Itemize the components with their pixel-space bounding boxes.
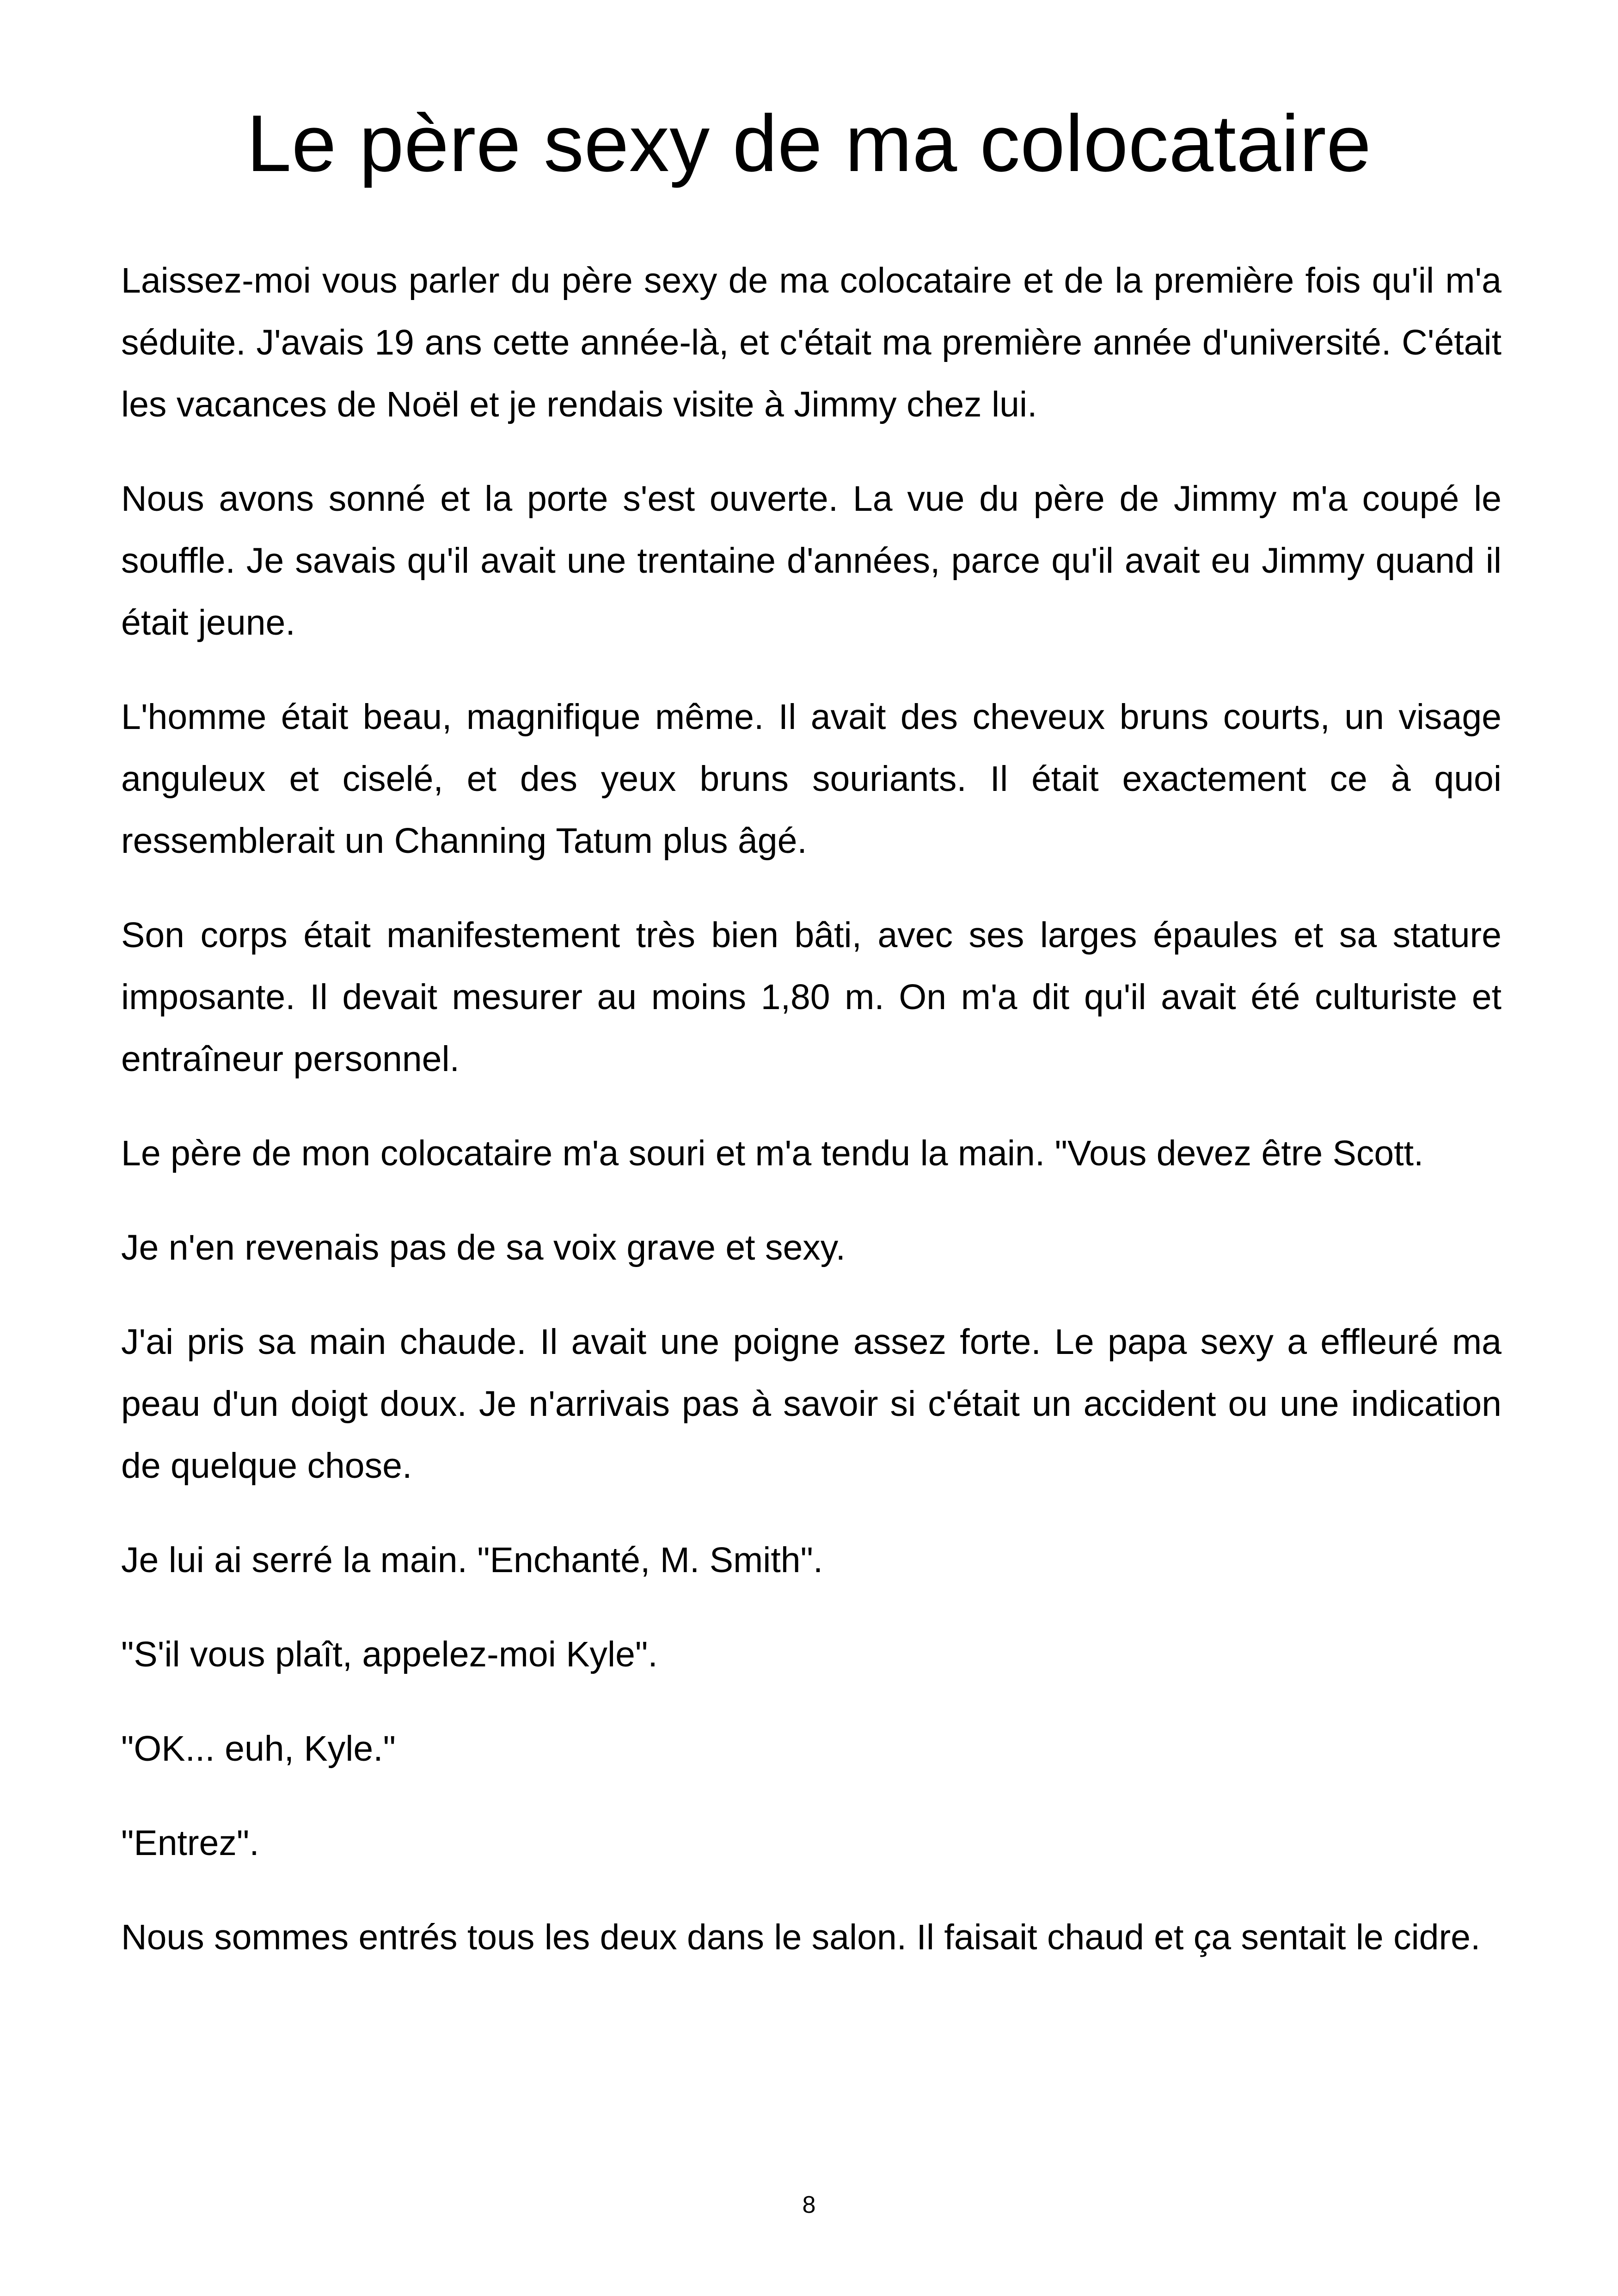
paragraph: Nous sommes entrés tous les deux dans le salon. Il faisait chaud et ça sentait le cidre. xyxy=(121,1917,1481,1957)
paragraph: Laissez-moi vous parler du père sexy de ma colocataire et de la première fois qu'il m'a séduite. J'avais 19 ans cette année-là, et c'était ma première année d'université. C'était les vacances de Noël et je rendais visite à Jimmy chez lui. xyxy=(121,261,1502,424)
paragraph: "Entrez". xyxy=(121,1823,259,1863)
page-title: Le père sexy de ma colocataire xyxy=(246,98,1372,188)
paragraph: Son corps était manifestement très bien bâti, avec ses larges épaules et sa stature imposante. Il devait mesurer au moins 1,80 m. On m'a dit qu'il avait été culturiste et entraîneur personnel. xyxy=(121,915,1502,1079)
paragraph: Nous avons sonné et la porte s'est ouverte. La vue du père de Jimmy m'a coupé le souffle. Je savais qu'il avait une trentaine d'années, parce qu'il avait eu Jimmy quand il était jeune. xyxy=(121,479,1502,643)
paragraph: Je lui ai serré la main. "Enchanté, M. Smith". xyxy=(121,1540,823,1580)
paragraph: "S'il vous plaît, appelez-moi Kyle". xyxy=(121,1635,658,1674)
paragraph: Le père de mon colocataire m'a souri et m'a tendu la main. "Vous devez être Scott. xyxy=(121,1133,1424,1173)
paragraph: "OK... euh, Kyle." xyxy=(121,1729,396,1769)
body-text xyxy=(121,250,1502,2001)
page-number: 8 xyxy=(802,2192,816,2218)
paragraph: Je n'en revenais pas de sa voix grave et sexy. xyxy=(121,1228,846,1267)
paragraph: L'homme était beau, magnifique même. Il avait des cheveux bruns courts, un visage anguleux et ciselé, et des yeux bruns souriants. Il était exactement ce à quoi ressemblerait un Channing Tatum plus âgé. xyxy=(121,697,1502,861)
paragraph: J'ai pris sa main chaude. Il avait une poigne assez forte. Le papa sexy a effleuré ma peau d'un doigt doux. Je n'arrivais pas à savoir si c'était un accident ou une indication de quelque chose. xyxy=(121,1322,1502,1486)
